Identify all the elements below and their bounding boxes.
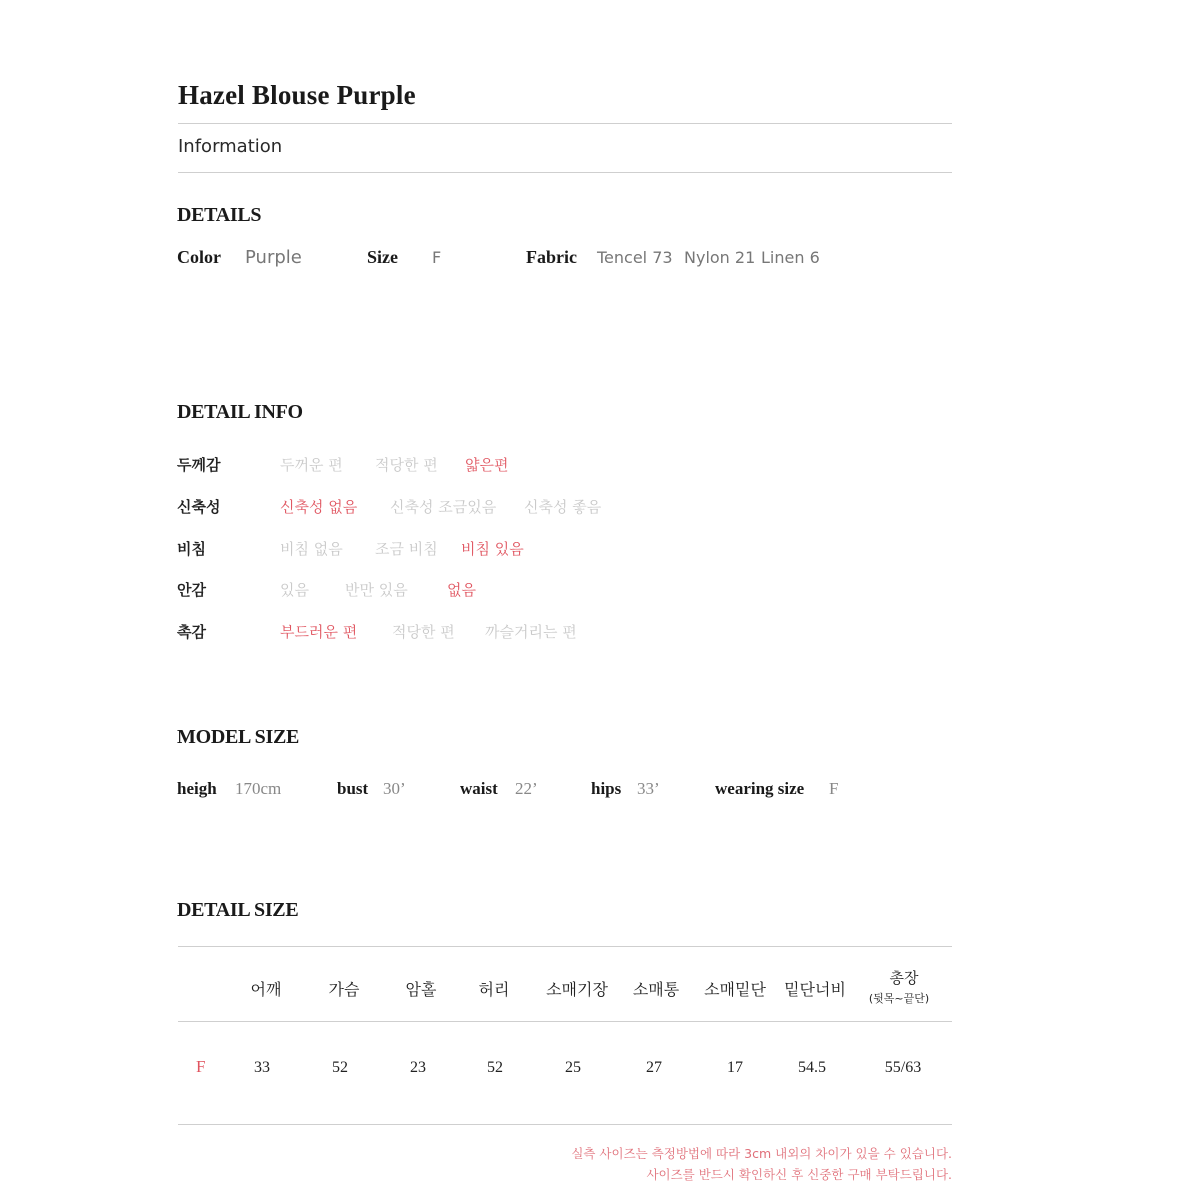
model-bust-label: bust — [337, 779, 369, 798]
detail-info-label: 안감 — [177, 581, 206, 599]
size-cell: 33 — [254, 1059, 270, 1076]
section-subtitle: Information — [178, 136, 283, 157]
detail-info-option: 두꺼운 편 — [280, 456, 343, 474]
detail-info-option: 조금 비침 — [375, 540, 438, 558]
size-column-header: 암홀 — [405, 980, 437, 999]
size-column-header: 총장 — [889, 969, 919, 987]
model-hips-label: hips — [591, 779, 622, 798]
detail-info-label: 비침 — [177, 540, 206, 558]
detail-info-option: 반만 있음 — [345, 581, 408, 599]
size-cell: 17 — [727, 1059, 743, 1076]
size-column-header: 가슴 — [328, 980, 360, 999]
size-column-header: 소매밑단 — [704, 980, 766, 999]
detail-info-option-selected: 없음 — [447, 581, 476, 599]
model-bust-value: 30’ — [383, 779, 406, 798]
size-cell: 25 — [565, 1059, 581, 1076]
fabric-value: Nylon 21 — [684, 248, 756, 267]
size-column-header: 허리 — [478, 980, 510, 999]
size-cell: 27 — [646, 1059, 662, 1076]
detail-info-label: 두께감 — [177, 456, 221, 474]
detail-info-option: 까슬거리는 편 — [485, 623, 577, 641]
detail-info-label: 촉감 — [177, 623, 206, 641]
detail-info-option: 적당한 편 — [392, 623, 455, 641]
size-column-header: 밑단너비 — [784, 980, 846, 999]
divider — [178, 946, 952, 947]
model-wearing-size-label: wearing size — [715, 779, 805, 798]
size-value: F — [432, 248, 442, 267]
model-wearing-size-value: F — [829, 779, 839, 798]
model-height-label: heigh — [177, 779, 217, 798]
size-label: Size — [367, 247, 398, 267]
size-cell: 52 — [332, 1059, 348, 1076]
detail-info-option: 신축성 좋음 — [524, 498, 602, 516]
divider — [178, 1021, 952, 1022]
size-column-header: 소매통 — [632, 980, 680, 999]
fabric-value: Tencel 73 — [597, 248, 673, 267]
detail-info-option: 비침 없음 — [280, 540, 343, 558]
detail-info-heading: DETAIL INFO — [177, 401, 303, 423]
model-height-value: 170cm — [235, 779, 282, 798]
color-value: Purple — [245, 247, 302, 268]
divider — [178, 123, 952, 124]
detail-info-option-selected: 부드러운 편 — [280, 623, 358, 641]
detail-size-heading: DETAIL SIZE — [177, 899, 299, 921]
divider — [178, 172, 952, 173]
size-note: 실측 사이즈는 측정방법에 따라 3cm 내외의 차이가 있을 수 있습니다. — [571, 1146, 952, 1161]
detail-info-label: 신축성 — [177, 498, 221, 516]
size-row-label: F — [196, 1057, 206, 1076]
detail-info-option-selected: 신축성 없음 — [280, 498, 358, 516]
detail-info-option: 신축성 조금있음 — [390, 498, 497, 516]
model-size-heading: MODEL SIZE — [177, 726, 300, 748]
detail-info-option-selected: 얇은편 — [465, 456, 509, 474]
product-title: Hazel Blouse Purple — [178, 80, 416, 110]
detail-info-option: 적당한 편 — [375, 456, 438, 474]
size-column-header: 소매기장 — [546, 980, 608, 999]
size-column-subheader: (뒷목~끝단) — [868, 992, 930, 1005]
size-note: 사이즈를 반드시 확인하신 후 신중한 구매 부탁드립니다. — [646, 1167, 952, 1182]
detail-info-option: 있음 — [280, 581, 309, 599]
model-waist-label: waist — [460, 779, 498, 798]
color-label: Color — [177, 247, 221, 267]
model-hips-value: 33’ — [637, 779, 660, 798]
size-column-header: 어깨 — [250, 980, 282, 999]
size-cell: 54.5 — [798, 1059, 826, 1076]
fabric-label: Fabric — [526, 247, 577, 267]
size-cell: 55/63 — [884, 1059, 922, 1076]
size-cell: 23 — [410, 1059, 426, 1076]
detail-info-option-selected: 비침 있음 — [461, 540, 524, 558]
divider — [178, 1124, 952, 1125]
model-waist-value: 22’ — [515, 779, 538, 798]
details-heading: DETAILS — [177, 204, 262, 226]
fabric-value: Linen 6 — [761, 248, 820, 267]
size-cell: 52 — [487, 1059, 503, 1076]
